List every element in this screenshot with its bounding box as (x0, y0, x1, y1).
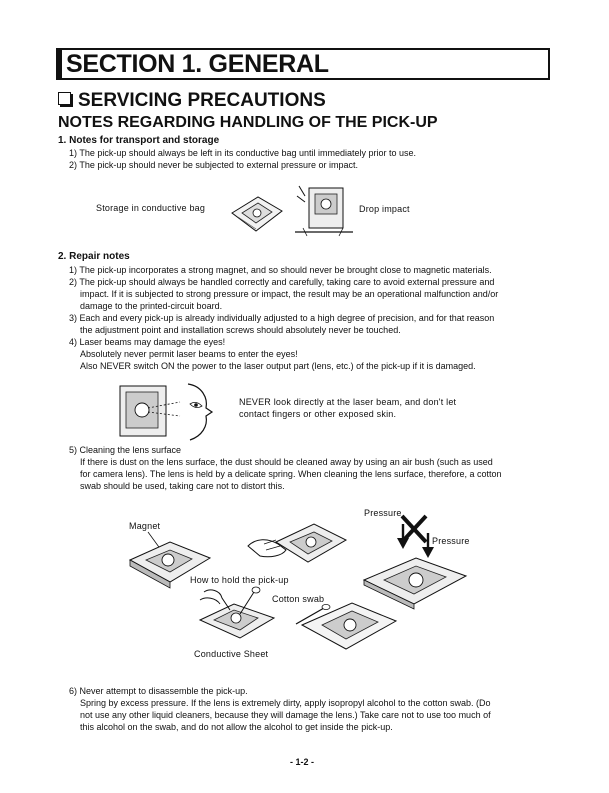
pressure-arrow-left-icon (397, 524, 409, 550)
repair-line-5: 3) Each and every pick-up is already individually adjusted to a high degree of precision, and for that reason (69, 313, 495, 323)
servicing-title-text: SERVICING PRECAUTIONS (78, 90, 326, 111)
drop-impact-illustration (293, 182, 355, 240)
repair-line-7: 4) Laser beams may damage the eyes! (69, 337, 226, 347)
label-pressure-right: Pressure (432, 536, 470, 546)
laser-warning-line-1: NEVER look directly at the laser beam, and don't let (239, 397, 457, 407)
repair-line-2: 2) The pick-up should always be handled correctly and carefully, taking care to avoid external pressure and (69, 277, 495, 287)
label-how-to-hold: How to hold the pick-up (190, 575, 289, 585)
page-number: - 1-2 - (290, 757, 315, 767)
repair-line-3: impact. If it is subjected to strong pressure or impact, the result may be an operational malfunction and/or (80, 289, 499, 299)
disassemble-line-2: Spring by excess pressure. If the lens is extremely dirty, apply isopropyl alcohol to the cotton swab. (Do (80, 698, 491, 708)
repair-line-8: Absolutely never permit laser beams to enter the eyes! (80, 349, 298, 359)
label-pressure-top: Pressure (364, 508, 402, 518)
cleaning-line-3: for camera lens). The lens is held by a delicate spring. When cleaning the lens surface, therefore, a cotton (80, 469, 502, 479)
servicing-title (58, 90, 326, 112)
caption-drop-impact: Drop impact (359, 204, 410, 214)
disassemble-line-1: 6) Never attempt to disassemble the pick-up. (69, 686, 248, 696)
cleaning-line-4: swab should be used, taking care not to distort this. (80, 481, 285, 491)
notes-title: NOTES REGARDING HANDLING OF THE PICK-UP (58, 114, 438, 131)
transport-item-1: 1) The pick-up should always be left in its conductive bag until immediately prior to use. (69, 148, 417, 158)
label-conductive-sheet: Conductive Sheet (194, 649, 269, 659)
cleaning-line-1: 5) Cleaning the lens surface (69, 445, 182, 455)
cotton-swab-cleaning-illustration (196, 586, 278, 644)
repair-heading: 2. Repair notes (58, 251, 130, 262)
section-title: SECTION 1. GENERAL (66, 50, 329, 78)
cleaning-line-2: If there is dust on the lens surface, the dust should be cleaned away by using an air bush (such as used (80, 457, 493, 467)
disassemble-line-4: this alcohol on the swab, and do not allow the alcohol to get inside the pick-up. (80, 722, 393, 732)
repair-line-6: the adjustment point and installation screws should absolutely never be touched. (80, 325, 401, 335)
conductive-bag-illustration (228, 193, 284, 235)
laser-warning-line-2: contact fingers or other exposed skin. (239, 409, 397, 419)
laser-eye-illustration (110, 380, 228, 442)
hand-holding-pickup-illustration (246, 516, 350, 578)
transport-heading: 1. Notes for transport and storage (58, 135, 220, 146)
checkbox-icon (58, 92, 71, 105)
transport-item-2: 2) The pick-up should never be subjected to external pressure or impact. (69, 160, 358, 170)
label-cotton-swab: Cotton swab (272, 594, 325, 604)
disassemble-line-3: not use any other liquid cleaners, because they will damage the lens.) Take care not to use too much of (80, 710, 491, 720)
repair-line-4: damage to the printed-circuit board. (80, 301, 223, 311)
repair-line-9: Also NEVER switch ON the power to the laser output part (lens, etc.) of the pick-up if it is damaged. (80, 361, 476, 371)
repair-line-1: 1) The pick-up incorporates a strong magnet, and so should never be brought close to magnetic materials. (69, 265, 492, 275)
caption-storage-bag: Storage in conductive bag (96, 203, 206, 213)
label-magnet: Magnet (129, 521, 161, 531)
pickup-pressure-illustration (360, 552, 470, 610)
